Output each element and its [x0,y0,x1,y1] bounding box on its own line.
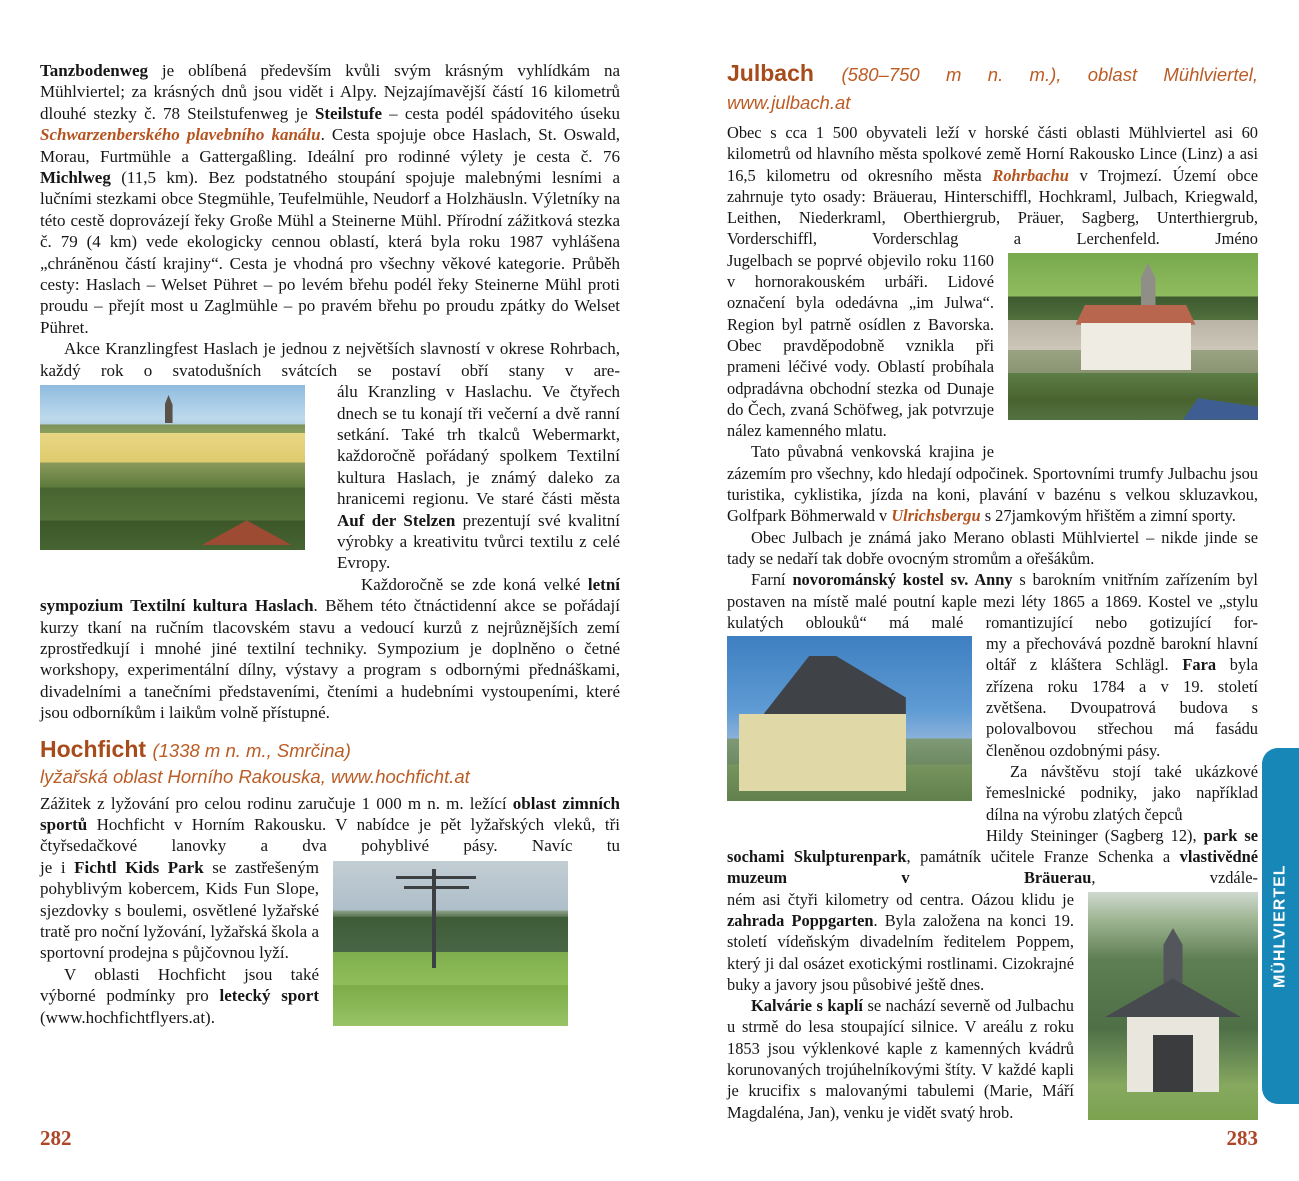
paragraph-krajina: Tato půvabná venkovská krajina je zázemím pro všechny, kdo hledají odpočinek. Sportovními trumfy Julbachu jsou turistika, cyklistika, jízda na koni, plavání v bazénu s velkou skluzavkou, Golfpark Böhmerwald v Ulrichsbergu s 27jamkovým hřištěm a zimní sporty. [727,442,1258,526]
church-building-shape [1081,323,1191,370]
heading-altitude: (1338 m n. m., Smrčina) [152,739,351,761]
left-page [40,60,620,1041]
paragraph-tanzbodenweg: Tanzbodenweg je oblíbená především kvůli svým krásným vyhlídkám na Mühlviertel; za krásných dnů jsou vidět i Alpy. Nejzajímavější částí 16 kilometrů dlouhé stezky č. 78 Steilstufenweg je Steilstufe – cesta podél spádovitého úseku Schwarzenberského plavebního kanálu. Cesta spojuje obce Haslach, St. Oswald, Morau, Furtmühle a Gattergaßling. Ideální pro rodinné výlety je cesta č. 76 Michlweg (11,5 km). Bez podstatného stoupání spojuje malebnými lesními a lučními stezkami obce Stegmühle, Teufelmühle, Neudorf a Holzhäusln. Výletníky na této cestě doprovázejí řeky Große Mühl a Steinerne Mühl. Přírodní zážitková stezka č. 79 (4 km) vede ekologicky cennou oblastí, která byla roku 1987 vyhlášena „chráněnou částí krajiny“. Cesta je vhodná pro všechny věkové kategorie. Průběh cesty: Haslach – Welset Pühret – po levém břehu podél řeky Steinerne Mühl proti proudu – přejít most u Zaglmühle – po pravém břehu po proudu zpátky do Welset Pühret. [40,61,620,337]
paragraph-kostel-continued: my a přechovává pozdně barokní hlavní oltář z kláštera Schlägl. Fara byla zřízena roku 1784 a v 19. století zvětšena. Dvoupatrová budova s polovalbovou střechou má fasádu členěnou ozdobnými pásy. [986,634,1258,760]
muehlviertel-chapter-tab: MÜHLVIERTEL [1262,748,1299,1104]
red-roof-shape [202,520,292,545]
heading-altitude: (580–750 m n. m.), oblast Mühlviertel, www.julbach.at [727,64,1259,113]
paragraph-hochficht-start: Zážitek z lyžování pro celou rodinu zaručuje 1 000 m n. m. ležící oblast zimních sportů Hochficht v Horním Rakousku. V nabídce je pět lyžařských vleků, tři čtyřsedačkové lanovky a dva pohyblivé pásy. Navíc tu [40,793,621,856]
paragraph-hochficht-continued: je i Fichtl Kids Park se zastřešeným pohyblivým kobercem, Kids Fun Slope, sjezdovky s boulemi, osvětlené lyžařské tratě pro noční lyžování, lyžařská škola a sportovní prodejna s půjčovnou lyží. [40,857,319,963]
church-spire-shape [165,395,173,423]
church-roof-shape [1076,305,1196,325]
ski-lift-photo [333,861,568,1026]
paragraph-kranzlingfest-continued: álu Kranzling v Haslachu. Ve čtyřech dnech se tu konají tři večerní a dvě ranní setkání. Také trh tkalců Webermarkt, každoročně pořádaný spolkem Textilní kultura Haslach, je známý daleko za hranicemi regionu. Ve staré části města Auf der Stelzen prezentují své kvalitní výrobky a kreativitu tvůrci textilu z celé Evropy. [337,382,620,573]
hipped-roof-shape [739,656,906,715]
paragraph-kalvarie: Kalvárie s kaplí se nachází severně od Julbachu u strmě do lesa stoupající silnice. V areálu z roku 1853 jsou výklenkové kaple z kamenných kvádrů korunovaných trojúhelníkovými štíty. V každé kapli je krucifix s malovanými tabulemi (Marie, Máří Magdaléna, Jan), venku je vidět svatý hrob. [727,996,1074,1122]
page-number-left: 282 [40,1126,72,1150]
paragraph-kostel-start: Farní novorománský kostel sv. Anny s barokním vnitřním zařízením byl postaven na místě malé poutní kaple mezi léty 1865 a 1869. Kostel ve „stylu kulatých oblouků“ má malé romantizující nebo gotizující for- [727,570,1258,632]
paragraph-sympozium: Každoročně se zde koná velké letní sympozium Textilní kultura Haslach. Během této čtnáctidenní akce se pořádají kurzy tkaní na ručním tlacovském stavu a vedoucí kurzů z nejrůznějších zemí zprostředkují i mnohé jiné textilní techniky. Sympozium je doplněno o četné workshopy, experimentální dílny, výstavy a program s odbornými přednáškami, divadelními a tanečními představeními, čteními a hudebními vystoupeními, které jsou odborníkům i laikům volně přístupné. [40,574,620,723]
section-heading-hochficht [40,736,620,764]
page-number-right: 283 [1226,1126,1258,1150]
kalvarie-chapel-photo [1088,892,1258,1120]
blue-roof-shape [1183,398,1258,420]
julbach-village-photo [1008,253,1258,420]
paragraph-julbach-start: Obec s cca 1 500 obyvateli leží v horské části oblasti Mühlviertel asi 60 kilometrů od hlavního města spolkové země Horní Rakousko Lince (Linz) a asi 16,5 kilometru od okresního města Rohrbachu v Trojmezí. Území obce zahrnuje tyto osady: Bräuerau, Hinterschiffl, Hochkraml, Julbach, Kriegwald, Leithen, Niederkraml, Oberthiergrub, Präuer, Sagberg, Unterthiergrub, Vorderschiffl, Vorderschlag a Lerchenfeld. Jméno [727,123,1259,249]
paragraph-merano: Obec Julbach je známá jako Merano oblasti Mühlviertel – nikde jinde se tady se nedaří tak dobře ovocným stromům a ořešákům. [727,527,1258,568]
lift-pylon-shape [432,869,436,968]
paragraph-letecky-sport: V oblasti Hochficht jsou také výborné podmínky pro letecký sport (www.hochfichtflyers.at). [40,964,319,1027]
lift-crossarm-lower-shape [404,886,470,889]
paragraph-poppgarten: ném asi čtyři kilometry od centra. Oázou klidu je zahrada Poppgarten. Byla založena na konci 19. století vídeňským divadelním ředitelem Poppem, který ji dal osázet exotickými rostlinami. Cizokrajné buky a javory jsou působivé ještě dnes. [727,889,1074,994]
lift-crossarm-shape [396,876,476,879]
paragraph-kranzlingfest-start: Akce Kranzlingfest Haslach je jednou z největších slavností v okrese Rohrbach, každý rok o svatodušních svátcích se postaví obří stany v are- [40,339,620,380]
heading-title: Hochficht [40,735,147,762]
paragraph-podniky-start: Za návštěvu stojí také ukázkové řemeslnické podniky, jako například dílna na výrobu zlatých čepců [986,761,1258,824]
fara-building-photo [727,636,972,801]
paragraph-podniky-continued: Hildy Steininger (Sagberg 12), park se sochami Skulpturenpark, památník učitele Franze Schenka a vlastivědné muzeum v Bräuerau, vzdále- [727,825,1259,888]
building-facade-shape [739,714,906,792]
heading-subtitle-hochficht: lyžařská oblast Horního Rakouska, www.hochficht.at [40,765,470,787]
chapel-turret-shape [1156,928,1190,983]
chapel-grille-shape [1153,1035,1194,1092]
heading-title: Julbach [727,60,814,86]
haslach-town-photo [40,385,305,550]
chapel-roof-shape [1105,978,1241,1017]
right-page [727,60,1258,1150]
paragraph-julbach-continued: Jugelbach se poprvé objevilo roku 1160 v hornorakouském urbáři. Lidové označení byla odedávna „im Julwa“. Region byl patrně osídlen z Bavorska. Obec pravděpodobně vznikla při prameni léčivé vody. Oblastí probíhala odpradávna obchodní stezka od Dunaje do Čech, zvaná Schöfweg, jak potvrzuje nález kamenného mlatu. [727,250,994,441]
section-heading-julbach [727,60,1258,116]
